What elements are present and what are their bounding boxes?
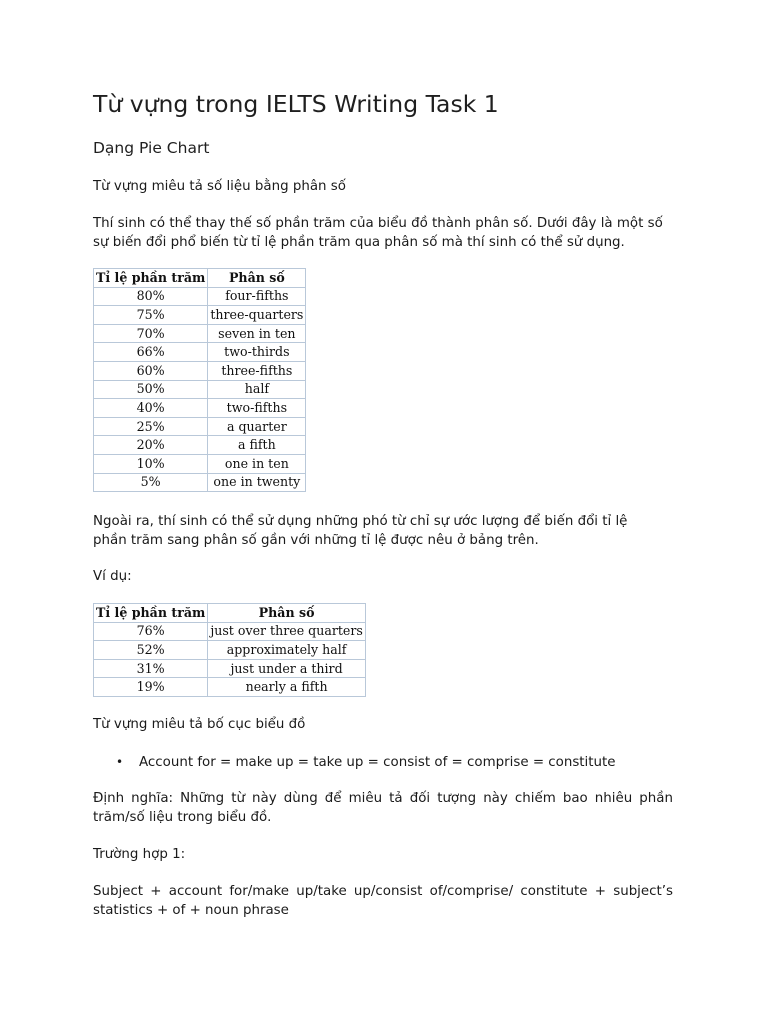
- percentage-cell: 60%: [94, 361, 208, 380]
- fraction-cell: three-fifths: [208, 361, 306, 380]
- page-title: Từ vựng trong IELTS Writing Task 1: [93, 90, 499, 118]
- table-row: [94, 473, 306, 492]
- percentage-cell: 52%: [94, 641, 208, 660]
- percentage-cell: 10%: [94, 454, 208, 473]
- fraction-cell: a quarter: [208, 417, 306, 436]
- approximation-table: [93, 603, 366, 697]
- percentage-cell: 50%: [94, 380, 208, 399]
- table-row: [94, 399, 306, 418]
- table-row: [94, 641, 366, 660]
- fraction-cell: seven in ten: [208, 324, 306, 343]
- table-header-row: [94, 269, 306, 288]
- table-row: [94, 454, 306, 473]
- table-header-cell: Phân số: [208, 269, 306, 288]
- section1-heading: Từ vựng miêu tả số liệu bằng phân số: [93, 179, 346, 194]
- table-row: [94, 678, 366, 697]
- fraction-cell: three-quarters: [208, 306, 306, 325]
- approx-line-2: phần trăm sang phân số gần với những tỉ lệ được nêu ở bảng trên.: [93, 533, 539, 548]
- section2-heading: Từ vựng miêu tả bố cục biểu đồ: [93, 717, 306, 732]
- table-row: [94, 659, 366, 678]
- table-header-cell: Tỉ lệ phần trăm: [94, 269, 208, 288]
- percentage-cell: 25%: [94, 417, 208, 436]
- percentage-cell: 31%: [94, 659, 208, 678]
- fraction-cell: one in ten: [208, 454, 306, 473]
- fraction-cell: approximately half: [208, 641, 366, 660]
- percentage-cell: 76%: [94, 622, 208, 641]
- table-row: [94, 417, 306, 436]
- percentage-cell: 75%: [94, 306, 208, 325]
- percentage-cell: 70%: [94, 324, 208, 343]
- intro-line-2: sự biến đổi phổ biến từ tỉ lệ phần trăm qua phân số mà thí sinh có thể sử dụng.: [93, 235, 625, 250]
- fraction-cell: two-fifths: [208, 399, 306, 418]
- fraction-cell: just under a third: [208, 659, 366, 678]
- table-row: [94, 361, 306, 380]
- definition-paragraph: Định nghĩa: Những từ này dùng để miêu tả đối tượng này chiếm bao nhiêu phần trăm/số liệu trong biểu đồ.: [93, 791, 673, 825]
- fraction-cell: a fifth: [208, 436, 306, 455]
- fraction-cell: four-fifths: [208, 287, 306, 306]
- table-header-cell: Tỉ lệ phần trăm: [94, 604, 208, 623]
- case1-label: Trường hợp 1:: [93, 847, 186, 862]
- fraction-cell: nearly a fifth: [208, 678, 366, 697]
- approx-line-1: Ngoài ra, thí sinh có thể sử dụng những phó từ chỉ sự ước lượng để biến đổi tỉ lệ: [93, 514, 628, 529]
- table-header-cell: Phân số: [208, 604, 366, 623]
- percentage-cell: 40%: [94, 399, 208, 418]
- fraction-cell: just over three quarters: [208, 622, 366, 641]
- intro-line-1: Thí sinh có thể thay thế số phần trăm của biểu đồ thành phân số. Dưới đây là một số: [93, 216, 663, 231]
- bullet-list-item: [116, 753, 616, 772]
- table-header-row: [94, 604, 366, 623]
- fraction-cell: two-thirds: [208, 343, 306, 362]
- table-row: [94, 436, 306, 455]
- fraction-cell: half: [208, 380, 306, 399]
- percentage-cell: 5%: [94, 473, 208, 492]
- percentage-cell: 66%: [94, 343, 208, 362]
- example-label: Ví dụ:: [93, 569, 132, 584]
- table-row: [94, 306, 306, 325]
- fraction-cell: one in twenty: [208, 473, 306, 492]
- percentage-cell: 80%: [94, 287, 208, 306]
- table-row: [94, 324, 306, 343]
- table-row: [94, 287, 306, 306]
- table-row: [94, 380, 306, 399]
- table-row: [94, 343, 306, 362]
- bullet-item-text: Account for = make up = take up = consist of = comprise = constitute: [139, 755, 616, 770]
- bullet-icon: •: [116, 755, 124, 769]
- percentage-cell: 20%: [94, 436, 208, 455]
- table-row: [94, 622, 366, 641]
- percentage-cell: 19%: [94, 678, 208, 697]
- case1-formula: Subject + account for/make up/take up/consist of/comprise/ constitute + subject’s statistics + of + noun phrase: [93, 884, 673, 918]
- page-subtitle: Dạng Pie Chart: [93, 139, 210, 157]
- percentage-fraction-table: [93, 268, 306, 492]
